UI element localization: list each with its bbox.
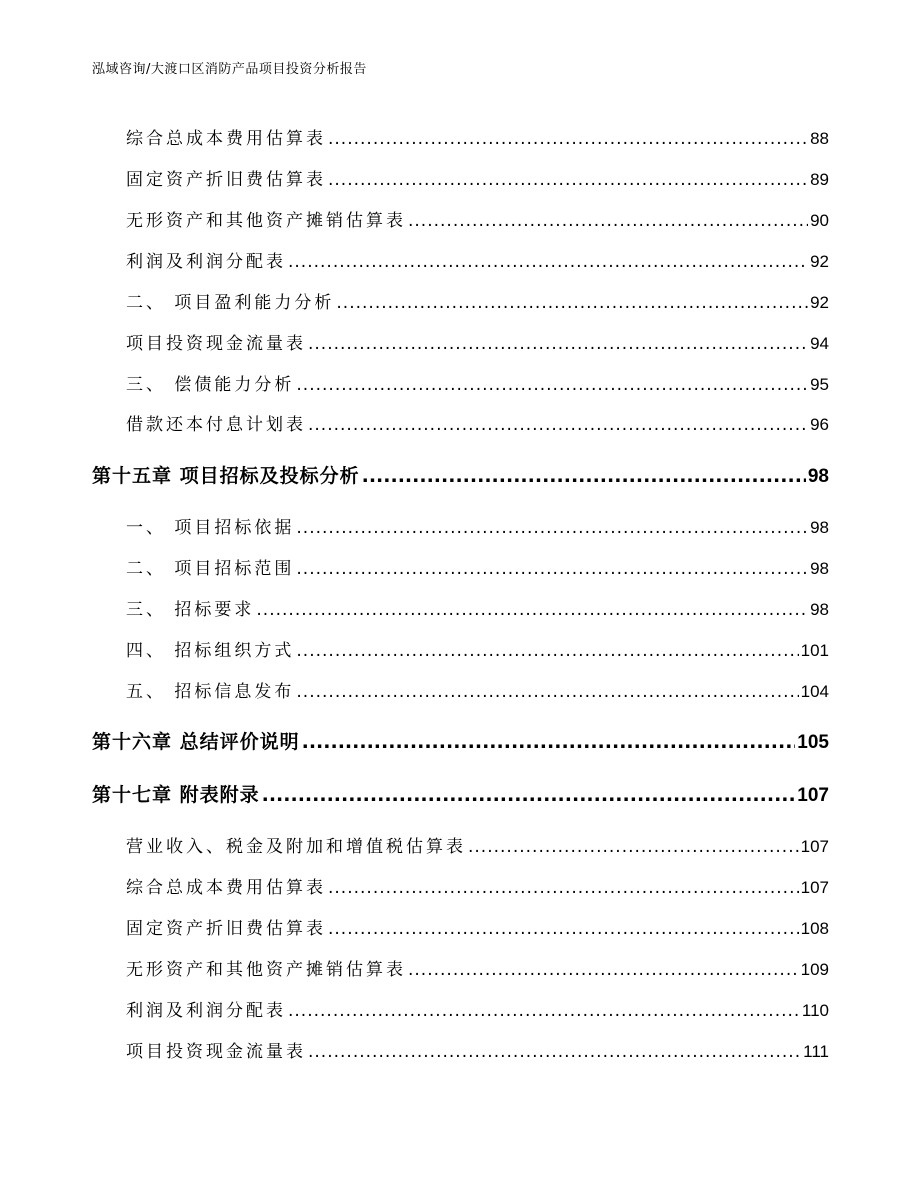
toc-chapter-entry[interactable] — [92, 461, 829, 488]
toc-dot-leader — [328, 170, 808, 190]
toc-entry-title: 利润及利润分配表 — [126, 252, 286, 272]
toc-entry[interactable] — [126, 955, 829, 980]
toc-entry-title: 一、 项目招标依据 — [126, 518, 295, 538]
toc-entry-title: 三、 招标要求 — [126, 600, 255, 620]
toc-dot-leader — [362, 465, 806, 487]
toc-dot-leader — [288, 1001, 800, 1021]
toc-dot-leader — [296, 518, 808, 538]
toc-dot-leader — [288, 252, 808, 272]
toc-entry[interactable] — [126, 165, 829, 190]
toc-entry[interactable] — [126, 370, 829, 395]
toc-entry-title: 无形资产和其他资产摊销估算表 — [126, 960, 406, 980]
toc-entry[interactable] — [126, 996, 829, 1021]
toc-dot-leader — [308, 1042, 801, 1062]
toc-dot-leader — [302, 731, 796, 753]
toc-entry-page: 108 — [800, 919, 829, 938]
toc-entry[interactable] — [126, 595, 829, 620]
toc-dot-leader — [408, 960, 799, 980]
toc-entry[interactable] — [126, 1037, 829, 1062]
toc-entry-title: 二、 项目招标范围 — [126, 559, 295, 579]
toc-dot-leader — [408, 211, 808, 231]
toc-entry-title: 项目投资现金流量表 — [126, 334, 306, 354]
toc-dot-leader — [262, 784, 796, 806]
toc-chapter-entry[interactable] — [92, 780, 829, 807]
toc-entry-title: 三、 偿债能力分析 — [126, 375, 295, 395]
toc-dot-leader — [296, 682, 798, 702]
toc-dot-leader — [336, 293, 808, 313]
toc-entry-title: 项目投资现金流量表 — [126, 1042, 306, 1062]
toc-entry-title: 二、 项目盈利能力分析 — [126, 293, 335, 313]
toc-entry-page: 90 — [810, 211, 829, 230]
toc-entry-page: 98 — [810, 600, 829, 619]
toc-dot-leader — [308, 334, 808, 354]
running-header: 泓域咨询/大渡口区消防产品项目投资分析报告 — [92, 62, 367, 77]
toc-entry-page: 104 — [800, 682, 829, 701]
toc-entry[interactable] — [126, 124, 829, 149]
toc-entry-title: 无形资产和其他资产摊销估算表 — [126, 211, 406, 231]
toc-chapter-title: 第十六章 总结评价说明 — [92, 731, 300, 753]
toc-entry-title: 借款还本付息计划表 — [126, 415, 306, 435]
toc-entry[interactable] — [126, 554, 829, 579]
toc-entry-page: 89 — [810, 170, 829, 189]
toc-entry[interactable] — [126, 832, 829, 857]
toc-entry-page: 101 — [800, 641, 829, 660]
toc-entry-page: 96 — [810, 415, 829, 434]
toc-dot-leader — [296, 641, 798, 661]
toc-dot-leader — [296, 559, 808, 579]
toc-entry-page: 110 — [801, 1001, 829, 1020]
toc-entry[interactable] — [126, 873, 829, 898]
toc-chapter-entry[interactable] — [92, 727, 829, 754]
toc-entry[interactable] — [126, 410, 829, 435]
toc-entry-title: 综合总成本费用估算表 — [126, 129, 326, 149]
toc-chapter-title: 第十五章 项目招标及投标分析 — [92, 465, 360, 487]
toc-chapter-page: 98 — [807, 466, 829, 487]
toc-entry-page: 98 — [810, 559, 829, 578]
toc-chapter-page: 107 — [797, 785, 829, 806]
toc-entry[interactable] — [126, 636, 829, 661]
toc-entry-title: 五、 招标信息发布 — [126, 682, 295, 702]
toc-chapter-page: 105 — [797, 732, 829, 753]
toc-entry-title: 利润及利润分配表 — [126, 1001, 286, 1021]
toc-dot-leader — [308, 415, 808, 435]
toc-dot-leader — [328, 878, 799, 898]
toc-entry-page: 92 — [810, 293, 829, 312]
toc-dot-leader — [296, 375, 808, 395]
toc-entry-page: 107 — [800, 878, 829, 897]
toc-entry-title: 综合总成本费用估算表 — [126, 878, 326, 898]
toc-entry-page: 107 — [800, 837, 829, 856]
toc-entry[interactable] — [126, 914, 829, 939]
toc-entry[interactable] — [126, 288, 829, 313]
toc-entry-page: 109 — [800, 960, 829, 979]
toc-entry[interactable] — [126, 206, 829, 231]
toc-entry-page: 98 — [810, 518, 829, 537]
toc-entry-page: 92 — [810, 252, 829, 271]
toc-entry-page: 95 — [810, 375, 829, 394]
toc-entry[interactable] — [126, 513, 829, 538]
toc-entry[interactable] — [126, 247, 829, 272]
toc-entry-title: 营业收入、税金及附加和增值税估算表 — [126, 837, 466, 857]
toc-dot-leader — [328, 919, 799, 939]
toc-entry-title: 固定资产折旧费估算表 — [126, 170, 326, 190]
toc-entry[interactable] — [126, 329, 829, 354]
toc-entry-title: 四、 招标组织方式 — [126, 641, 295, 661]
toc-entry-page: 88 — [810, 129, 829, 148]
toc-entry[interactable] — [126, 677, 829, 702]
toc-chapter-title: 第十七章 附表附录 — [92, 784, 260, 806]
toc-entry-title: 固定资产折旧费估算表 — [126, 919, 326, 939]
toc-dot-leader — [328, 129, 808, 149]
toc-dot-leader — [468, 837, 799, 857]
toc-dot-leader — [256, 600, 808, 620]
toc-entry-page: 94 — [810, 334, 829, 353]
toc-entry-page: 111 — [803, 1042, 829, 1061]
